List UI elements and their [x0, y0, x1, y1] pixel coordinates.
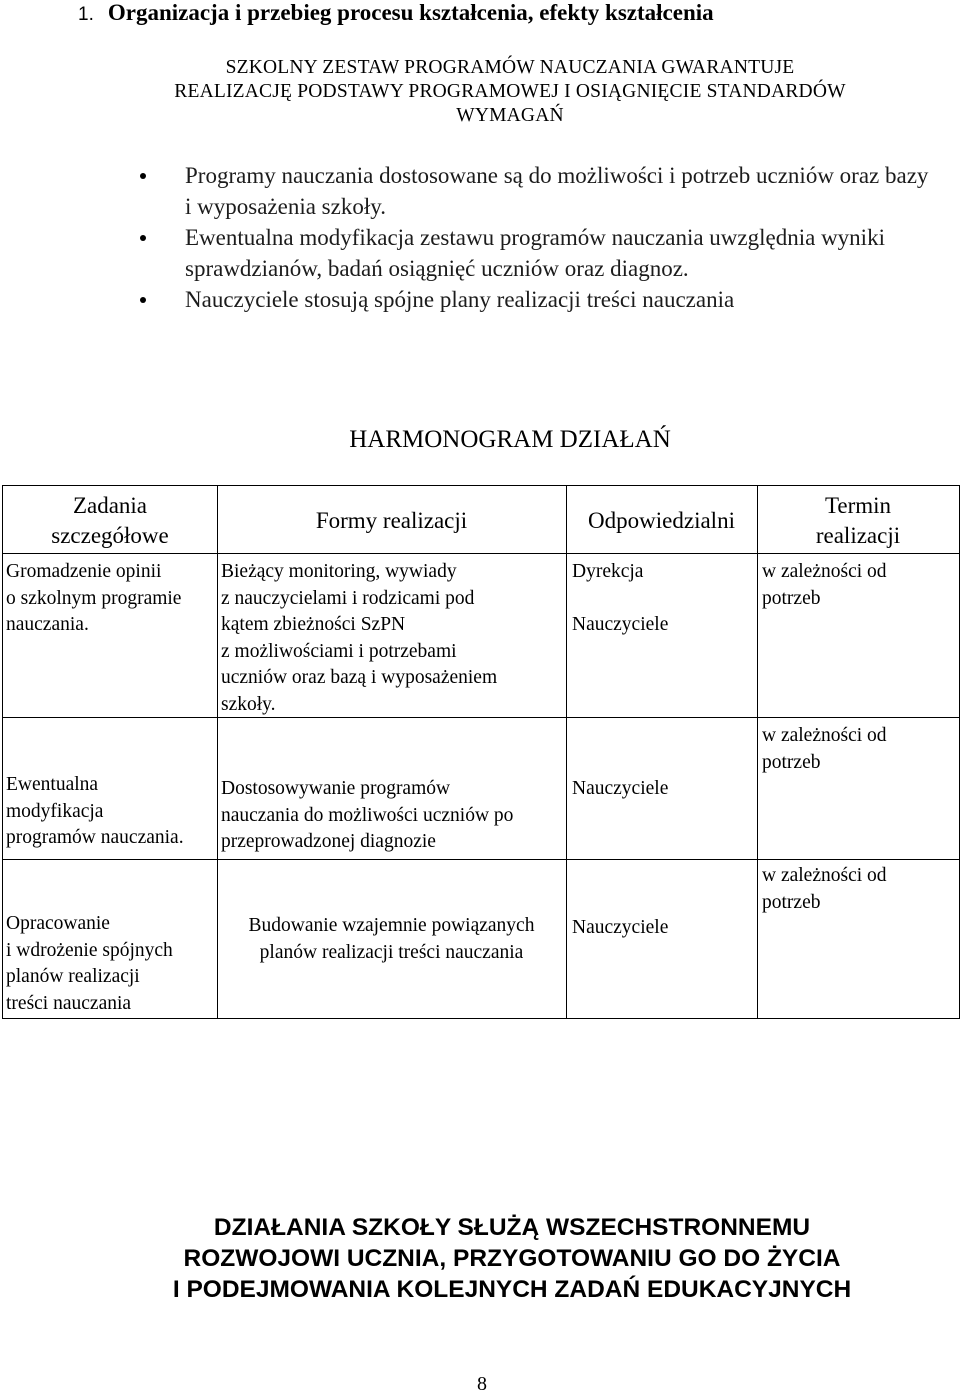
- cell-line: treści nauczania: [6, 992, 132, 1014]
- cell-line: Nauczyciele: [572, 778, 669, 799]
- cell-line: Opracowanie: [6, 913, 110, 934]
- cell-line: w zależności od: [762, 561, 887, 582]
- cell-line: kątem zbieżności SzPN: [221, 614, 406, 636]
- cell-line: planów realizacji treści nauczania: [259, 941, 524, 963]
- closing-line: I PODEJMOWANIA KOLEJNYCH ZADAŃ EDUKACYJNYCH: [172, 1276, 852, 1303]
- row1-task: [6, 559, 181, 639]
- row1-responsible: [572, 559, 668, 638]
- row3-responsible: [572, 915, 668, 942]
- column-divider: [757, 486, 758, 1018]
- header-deadline-line: realizacji: [815, 523, 901, 548]
- header-tasks-line: Zadania: [72, 493, 148, 518]
- cell-line: potrzeb: [762, 587, 821, 609]
- cell-line: Budowanie wzajemnie powiązanych: [248, 915, 535, 936]
- cell-line: potrzeb: [762, 891, 821, 913]
- cell-line: o szkolnym programie: [6, 587, 182, 609]
- row3-task: [6, 911, 173, 1017]
- closing-statement: [60, 1212, 960, 1305]
- cell-line: modyfikacja: [6, 800, 104, 822]
- header-divider: [3, 553, 959, 554]
- bullet-dot-icon: [140, 297, 146, 303]
- row-divider: [3, 859, 959, 860]
- page-number: 8: [477, 1373, 487, 1395]
- cell-line: z nauczycielami i rodzicami pod: [221, 587, 475, 609]
- cell-line: Gromadzenie opinii: [6, 561, 162, 582]
- row3-deadline: [762, 863, 887, 916]
- row1-deadline: [762, 559, 887, 612]
- cell-line: szkoły.: [221, 693, 276, 715]
- subtitle-line: SZKOLNY ZESTAW PROGRAMÓW NAUCZANIA GWARANTUJE: [225, 57, 795, 78]
- header-tasks-line: szczegółowe: [51, 523, 169, 548]
- row2-forms: [221, 776, 513, 856]
- bullet-item: [140, 284, 930, 315]
- subtitle-line: WYMAGAŃ: [456, 105, 564, 126]
- cell-line: Bieżący monitoring, wywiady: [221, 561, 457, 582]
- header-tasks: [3, 491, 217, 551]
- cell-line: potrzeb: [762, 751, 821, 773]
- subtitle: [60, 56, 960, 128]
- closing-line: DZIAŁANIA SZKOŁY SŁUŻĄ WSZECHSTRONNEMU: [213, 1214, 811, 1241]
- cell-line: Nauczyciele: [572, 613, 669, 635]
- bullet-item: [140, 160, 930, 222]
- cell-line: przeprowadzonej diagnozie: [221, 831, 436, 853]
- cell-line: Nauczyciele: [572, 917, 669, 938]
- bullet-dot-icon: [140, 235, 146, 241]
- cell-line: w zależności od: [762, 725, 887, 746]
- schedule-title: HARMONOGRAM DZIAŁAŃ: [349, 426, 671, 453]
- bullet-text: Ewentualna modyfikacja zestawu programów nauczania uwzględnia wyniki sprawdzianów, badań osiągnięć uczniów oraz diagnoz.: [185, 225, 885, 281]
- cell-line: Dostosowywanie programów: [221, 778, 451, 799]
- bullet-list: [140, 160, 930, 315]
- column-divider: [566, 486, 567, 1018]
- row2-task: [6, 772, 184, 852]
- bullet-text: Nauczyciele stosują spójne plany realizacji treści nauczania: [185, 287, 735, 312]
- cell-line: w zależności od: [762, 865, 887, 886]
- cell-line: programów nauczania.: [6, 827, 184, 849]
- cell-line: z możliwościami i potrzebami: [221, 640, 457, 662]
- cell-line: Dyrekcja: [572, 561, 644, 582]
- section-heading: [78, 0, 948, 26]
- cell-line: Ewentualna: [6, 774, 99, 795]
- bullet-item: [140, 222, 930, 284]
- schedule-table: [2, 485, 960, 1019]
- cell-line: i wdrożenie spójnych: [6, 939, 173, 961]
- bullet-dot-icon: [140, 173, 146, 179]
- header-forms: Formy realizacji: [315, 508, 468, 533]
- row2-responsible: [572, 776, 668, 803]
- section-number: 1.: [78, 4, 94, 25]
- cell-line: planów realizacji: [6, 966, 140, 988]
- cell-line: nauczania.: [6, 614, 89, 636]
- header-deadline: [757, 491, 959, 551]
- row3-forms: [217, 913, 566, 966]
- row2-deadline: [762, 723, 887, 776]
- cell-line: nauczania do możliwości uczniów po: [221, 804, 514, 826]
- section-title: Organizacja i przebieg procesu kształcenia, efekty kształcenia: [107, 0, 714, 25]
- closing-line: ROZWOJOWI UCZNIA, PRZYGOTOWANIU GO DO ŻYCIA: [183, 1245, 841, 1272]
- cell-line: uczniów oraz bazą i wyposażeniem: [221, 667, 498, 689]
- subtitle-line: REALIZACJĘ PODSTAWY PROGRAMOWEJ I OSIĄGNIĘCIE STANDARDÓW: [174, 81, 846, 102]
- row1-forms: [221, 559, 497, 719]
- header-deadline-line: Termin: [824, 493, 892, 518]
- header-responsible: Odpowiedzialni: [588, 508, 735, 533]
- bullet-text: Programy nauczania dostosowane są do możliwości i potrzeb uczniów oraz bazy i wyposażenia szkoły.: [185, 163, 929, 219]
